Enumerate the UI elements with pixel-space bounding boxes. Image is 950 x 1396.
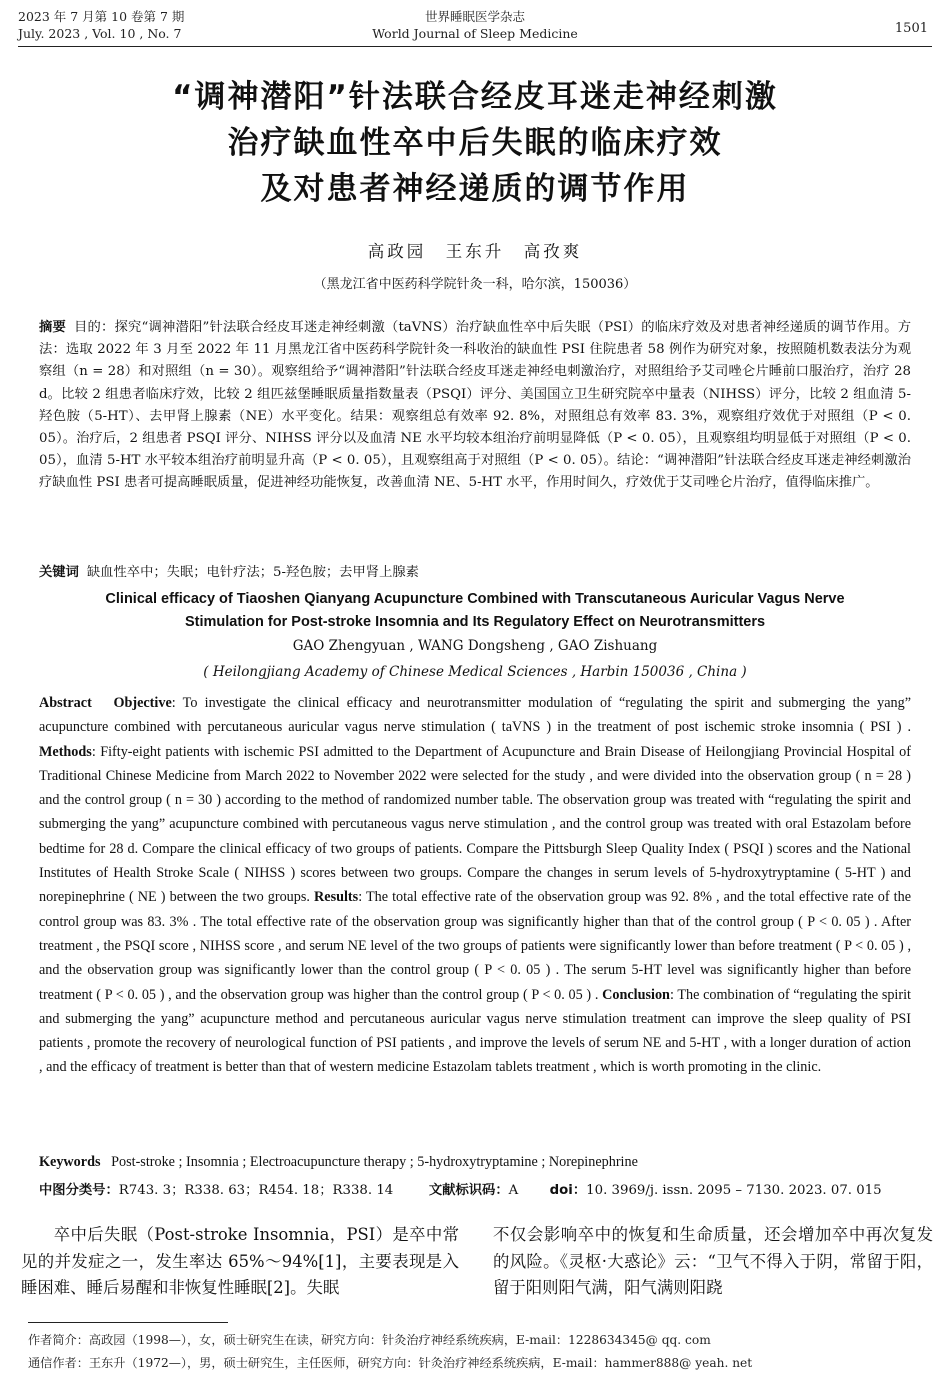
body-text-right-column: 不仅会影响卒中的恢复和生命质量，还会增加卒中再次复发的风险。《灵枢·大惑论》云：“卫气不得入于阴，常留于阳，留于阳则阳气满，阳气满则阳跷 <box>493 1225 933 1297</box>
title-en-line-2: Stimulation for Post-stroke Insomnia and Its Regulatory Effect on Neurotransmitters <box>184 614 766 630</box>
title-line-2: 治疗缺血性卒中后失眠的临床疗效 <box>227 125 723 161</box>
affiliation-cn: （黑龙江省中医药科学院针灸一科，哈尔滨，150036） <box>313 277 637 292</box>
affiliation-en: ( Heilongjiang Academy of Chinese Medical Sciences , Harbin 150036 , China ) <box>203 664 747 680</box>
clc-value: R743. 3；R338. 63；R454. 18；R338. 14 <box>118 1183 394 1198</box>
abstract-cn <box>39 317 911 495</box>
keywords-en <box>39 1154 911 1171</box>
doi-value: 10. 3969/j. issn. 2095 – 7130. 2023. 07. 015 <box>586 1183 882 1198</box>
journal-name-cn: 世界睡眠医学杂志 <box>424 9 525 24</box>
header-divider <box>18 46 932 47</box>
abstract-en <box>39 691 911 1080</box>
journal-name <box>0 8 950 42</box>
objective-text: : To investigate the clinical efficacy and neurotransmitter modulation of “regulating the spirit and submerging the yang” acupuncture combined with percutaneous auricular vagus nerve stimulation ( taVNS ) in the treatment of post ischemic stroke insomnia ( PSI ) . <box>39 695 911 736</box>
doi-label: doi： <box>549 1183 587 1198</box>
title-line-1: “调神潜阳”针法联合经皮耳迷走神经刺激 <box>172 79 778 115</box>
journal-name-en: World Journal of Sleep Medicine <box>372 26 578 41</box>
classification-line <box>39 1179 911 1198</box>
abstract-cn-label: 摘要 <box>39 320 66 335</box>
article-title <box>60 74 890 212</box>
keywords-en-text: Post-stroke ; Insomnia ; Electroacupuncture therapy ; 5-hydroxytryptamine ; Norepinephrine <box>111 1154 638 1170</box>
objective-label: Objective <box>113 695 172 711</box>
keywords-cn-text: 缺血性卒中；失眠；电针疗法；5-羟色胺；去甲肾上腺素 <box>86 565 419 580</box>
keywords-cn <box>39 562 911 584</box>
footnote-divider <box>28 1322 228 1323</box>
authors-cn: 高政园 王东升 高孜爽 <box>367 242 583 261</box>
author-footnote: 作者简介：高政园（1998—），女，硕士研究生在读，研究方向：针灸治疗神经系统疾病，E-mail：1228634345@ qq. com <box>28 1333 711 1347</box>
title-en-line-1: Clinical efficacy of Tiaoshen Qianyang Acupuncture Combined with Transcutaneous Auricular Vagus Nerve <box>105 591 845 607</box>
issue-cn: 2023 年 7 月第 10 卷第 7 期 <box>18 9 185 24</box>
issue-en: July. 2023 , Vol. 10 , No. 7 <box>18 26 182 41</box>
title-line-3: 及对患者神经递质的调节作用 <box>260 171 690 207</box>
doc-code-label: 文献标识码： <box>428 1183 509 1198</box>
authors-en: GAO Zhengyuan , WANG Dongsheng , GAO Zishuang <box>292 638 658 654</box>
methods-label: Methods <box>39 743 92 760</box>
results-text: : The total effective rate of the observation group was 92. 8% , and the total effective rate of the control group was 83. 3% . The total effective rate of the observation group was significantly higher than that of the control group ( P < 0. 05 ) . After treatment , the PSQI score , NIHSS score , and serum NE level of the two groups of patients were significantly lower than before treatment ( P < 0. 05 ) , and the observation group was significantly lower than the control group ( P < 0. 05 ) . The serum 5-HT level was significantly higher than before treatment ( P < 0. 05 ) , and the observation group was higher than the control group ( P < 0. 05 ) . <box>39 889 911 1003</box>
keywords-cn-label: 关键词 <box>39 565 79 580</box>
methods-text: : Fifty-eight patients with ischemic PSI admitted to the Department of Acupuncture and Brain Disease of Heilongjiang Provincial Hospital of Traditional Chinese Medicine from March 2022 to November 2022 were selected for the study , and were divided into the observation group ( n = 28 ) and the control group ( n = 30 ) according to the method of randomized number table. The observation group was treated with “regulating the spirit and submerging the yang” acupuncture combined with percutaneous vagus nerve stimulation , and the control group was treated with oral Estazolam before bedtime for 28 d. Compare the clinical efficacy of two groups of patients. Compare the Pittsburgh Sleep Quality Index ( PSQI ) scores and the National Institutes of Health Stroke Scale ( NIHSS ) scores between two groups. Compare the changes in serum levels of 5-hydroxytryptamine ( 5-HT ) and norepinephrine ( NE ) between the two groups. <box>39 743 911 906</box>
conclusion-label: Conclusion <box>602 986 670 1003</box>
results-label: Results <box>314 889 359 906</box>
corresponding-author-footnote: 通信作者：王东升（1972—），男，硕士研究生，主任医师，研究方向：针灸治疗神经系统疾病，E-mail：hammer888@ yeah. net <box>28 1356 753 1370</box>
clc-label: 中图分类号： <box>39 1183 119 1198</box>
body-text-left-column: 卒中后失眠（Post-stroke Insomnia，PSI）是卒中常见的并发症之一，发生率达 65%～94%[1]，主要表现是入睡困难、睡后易醒和非恢复性睡眠[2]。失眠 <box>21 1225 459 1297</box>
conclusion-text: : The combination of “regulating the spirit and submerging the yang” acupuncture method and percutaneous auricular vagus nerve stimulation treatment can improve the sleep quality of PSI patients , promote the recovery of neurological function of PSI patients , and improve the levels of serum NE and 5-HT , with a longer duration of action , and the efficacy of treatment is better than that of western medicine Estazolam tablets treatment , which is worth promoting in the clinic. <box>39 986 911 1076</box>
abstract-en-label: Abstract <box>39 695 92 711</box>
doc-code-value: A <box>508 1183 519 1198</box>
article-title-en <box>40 588 910 634</box>
page-number: 1501 <box>894 21 928 36</box>
abstract-cn-text: 目的：探究“调神潜阳”针法联合经皮耳迷走神经刺激（taVNS）治疗缺血性卒中后失眠（PSI）的临床疗效及对患者神经递质的调节作用。方法：选取 2022 年 3 月至 2022 年 11 月黑龙江省中医药科学院针灸一科收治的缺血性 PSI 住院患者 58 例作为研究对象，按照随机数表法分为观察组（n = 28）和对照组（n = 30）。观察组给予“调神潜阳”针法联合经皮耳迷走神经电刺激治疗，对照组给予艾司唑仑片睡前口服治疗，治疗 28 d。比较 2 组患者临床疗效，比较 2 组匹兹堡睡眠质量指数量表（PSQI）评分、美国国立卫生研究院卒中量表（NIHSS）评分，比较 2 组血清 5-羟色胺（5-HT）、去甲肾上腺素（NE）水平变化。结果：观察组总有效率 92. 8%，对照组总有效率 83. 3%，观察组疗效优于对照组（P < 0. 05）。治疗后，2 组患者 PSQI 评分、NIHSS 评分以及血清 NE 水平均较本组治疗前明显降低（P < 0. 05），且观察组均明显低于对照组（P < 0. 05），血清 5-HT 水平较本组治疗前明显升高（P < 0. 05），且观察组高于对照组（P < 0. 05）。结论：“调神潜阳”针法联合经皮耳迷走神经刺激治疗缺血性 PSI 患者可提高睡眠质量，促进神经功能恢复，改善血清 NE、5-HT 水平，作用时间久，疗效优于艾司唑仑片治疗，值得临床推广。 <box>39 320 911 491</box>
keywords-en-label: Keywords <box>39 1154 101 1170</box>
